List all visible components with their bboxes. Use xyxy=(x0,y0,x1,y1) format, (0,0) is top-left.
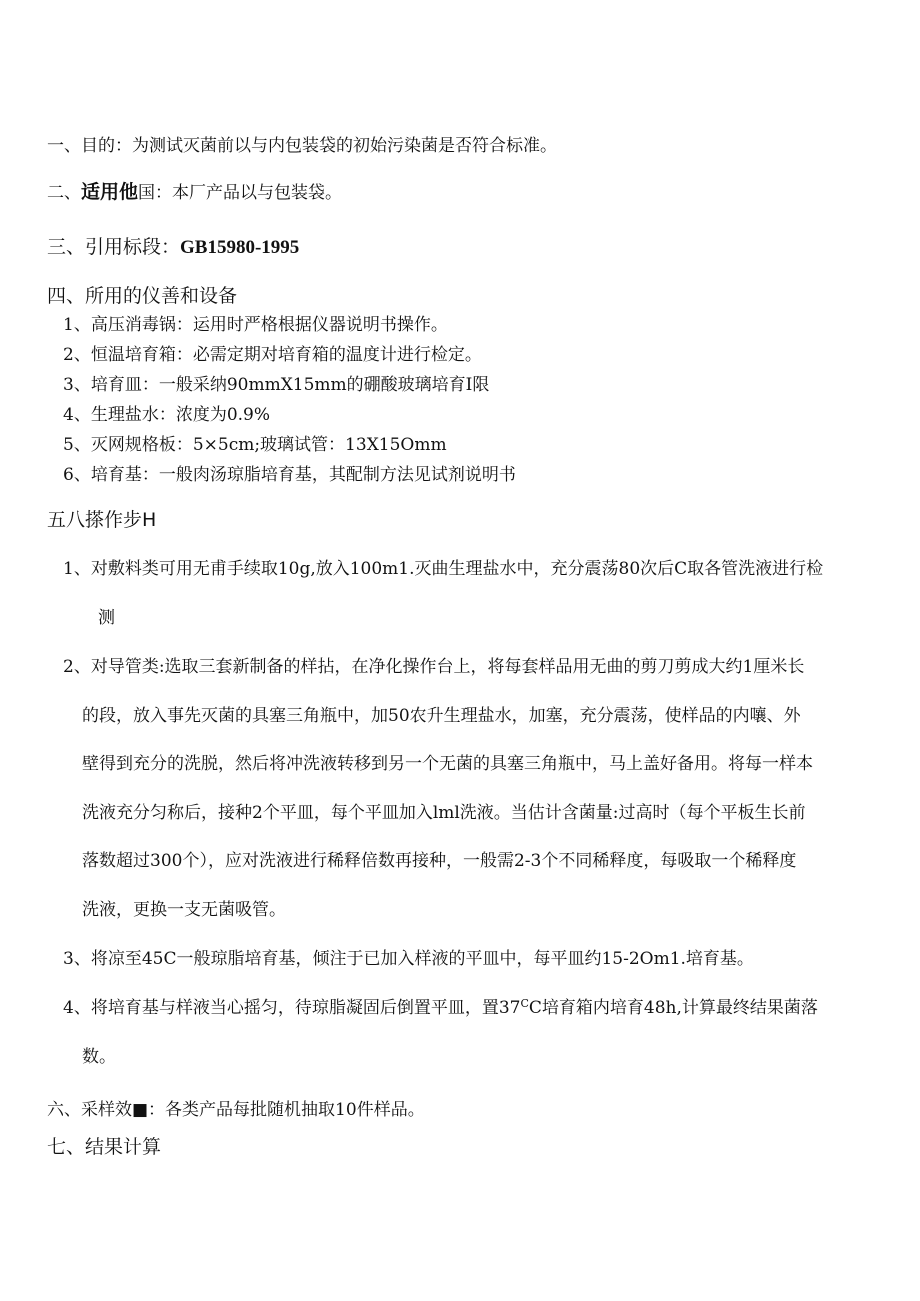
step-2-line: 壁得到充分的洗脱，然后将冲洗液转移到另一个无菌的具塞三角瓶中，马上盖好备用。将每一样本 xyxy=(82,754,813,774)
step-2-line: 落数超过300个），应对洗液进行稀释倍数再接种，一般需2-3个不同稀释度，每吸取一个稀释度 xyxy=(82,851,797,871)
equipment-item: 4、生理盐水：浓度为0.9% xyxy=(63,405,271,425)
step-1-line: 测 xyxy=(98,608,115,628)
section-scope-rest: 国：本厂产品以与包装袋。 xyxy=(138,183,343,203)
step-4-text-a: 4、将培育基与样液当心摇匀，待琼脂凝固后倒置平皿，置37 xyxy=(63,998,521,1018)
step-2-line: 的段，放入事先灭菌的具塞三角瓶中，加50农升生理盐水，加塞，充分震荡，使样品的内嚷、外 xyxy=(82,706,801,726)
section-reference xyxy=(47,235,299,260)
step-4-line xyxy=(63,996,818,1020)
step-2-line: 2、对导管类:选取三套新制备的样拈，在净化操作台上，将每套样品用无曲的剪刀剪成大约1厘米长 xyxy=(63,657,805,677)
equipment-item: 5、灭网规格板：5×5cm;玻璃试管：13X15Omm xyxy=(63,435,447,455)
step-2-line: 洗液，更换一支无菌吸管。 xyxy=(82,900,286,920)
equipment-item: 6、培育基：一般肉汤琼脂培育基，其配制方法见试剂说明书 xyxy=(63,465,516,485)
section-sampling: 六、采样效■：各类产品每批随机抽取10件样品。 xyxy=(47,1100,425,1120)
section-purpose: 一、目的：为测试灭菌前以与内包装袋的初始污染菌是否符合标准。 xyxy=(47,136,557,156)
step-4-line: 数。 xyxy=(82,1047,116,1067)
section-scope-prefix: 二、 xyxy=(47,183,81,203)
step-3-line: 3、将凉至45C一般琼脂培育基，倾注于已加入样液的平皿中，每平皿约15-2Om1.培育基。 xyxy=(63,949,754,969)
step-1-line: 1、对敷料类可用无甫手续取10g,放入100m1.灭曲生理盐水中，充分震荡80次后C取各管洗液进行检 xyxy=(63,559,824,579)
section-scope-bold: 适用他 xyxy=(81,181,139,203)
equipment-item: 1、高压消毒锅：运用时严格根据仪器说明书操作。 xyxy=(63,315,448,335)
section-steps-heading: 五八搽作步H xyxy=(47,509,157,531)
section-result-heading: 七、结果计算 xyxy=(47,1136,162,1158)
step-2-line: 洗液充分匀称后，接种2个平皿，每个平皿加入lml洗液。当估计含菌量:过高时（每个平板生长前 xyxy=(82,803,806,823)
equipment-item: 2、恒温培育箱：必需定期对培育箱的温度计进行检定。 xyxy=(63,345,482,365)
section-reference-code: GB15980-1995 xyxy=(180,237,300,258)
section-reference-label: 三、引用标段： xyxy=(47,236,181,258)
section-scope xyxy=(47,180,342,205)
section-equipment-heading: 四、所用的仪善和设备 xyxy=(47,285,238,307)
equipment-item: 3、培育皿：一般采纳90mmX15mm的硼酸玻璃培育I限 xyxy=(63,375,490,395)
step-4-superscript: C xyxy=(520,997,529,1010)
step-4-text-b: C培育箱内培育48h,计算最终结果菌落 xyxy=(528,998,818,1018)
